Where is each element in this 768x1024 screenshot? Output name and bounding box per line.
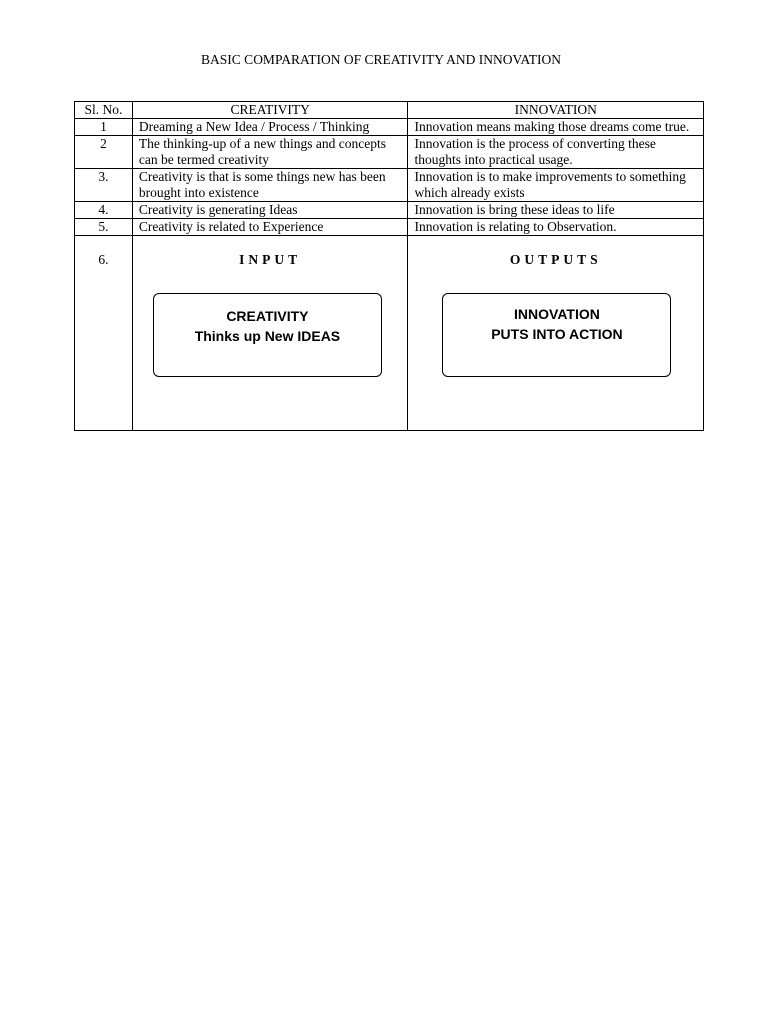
innovation-box-title: INNOVATION <box>514 306 600 322</box>
table-row <box>75 136 704 169</box>
output-label: OUTPUTS <box>509 252 602 267</box>
creativity-box-title: CREATIVITY <box>226 308 309 324</box>
row-number: 4. <box>75 202 133 219</box>
header-creativity: CREATIVITY <box>132 102 408 119</box>
creativity-cell: Creativity is generating Ideas <box>132 202 408 219</box>
table-row <box>75 119 704 136</box>
document-title: BASIC COMPARATION OF CREATIVITY AND INNOVATION <box>201 52 561 67</box>
innovation-box-text: PUTS INTO ACTION <box>491 326 623 342</box>
row-number: 3. <box>75 169 133 202</box>
row-number: 1 <box>75 119 133 136</box>
table-row <box>75 219 704 236</box>
table-row-input-output <box>75 236 704 431</box>
creativity-box-text: Thinks up New IDEAS <box>194 328 341 344</box>
innovation-box <box>442 293 671 377</box>
table-header-row <box>75 102 704 119</box>
table-row <box>75 169 704 202</box>
innovation-cell: Innovation is bring these ideas to life <box>408 202 704 219</box>
creativity-cell: Dreaming a New Idea / Process / Thinking <box>132 119 408 136</box>
innovation-cell: Innovation is to make improvements to something which already exists <box>408 169 704 202</box>
table-row <box>75 202 704 219</box>
creativity-box <box>153 293 382 377</box>
creativity-cell: Creativity is related to Experience <box>132 219 408 236</box>
innovation-cell: Innovation is relating to Observation. <box>408 219 704 236</box>
creativity-cell: Creativity is that is some things new has been brought into existence <box>132 169 408 202</box>
input-cell <box>132 236 408 431</box>
header-serial-number: Sl. No. <box>75 102 133 119</box>
innovation-cell: Innovation is the process of converting these thoughts into practical usage. <box>408 136 704 169</box>
output-cell <box>408 236 704 431</box>
row-number: 2 <box>75 136 133 169</box>
innovation-cell: Innovation means making those dreams come true. <box>408 119 704 136</box>
input-label: INPUT <box>239 252 302 267</box>
creativity-cell: The thinking-up of a new things and concepts can be termed creativity <box>132 136 408 169</box>
row-number: 5. <box>75 219 133 236</box>
header-innovation: INNOVATION <box>408 102 704 119</box>
comparison-table <box>74 101 704 431</box>
row-number: 6. <box>75 236 133 431</box>
